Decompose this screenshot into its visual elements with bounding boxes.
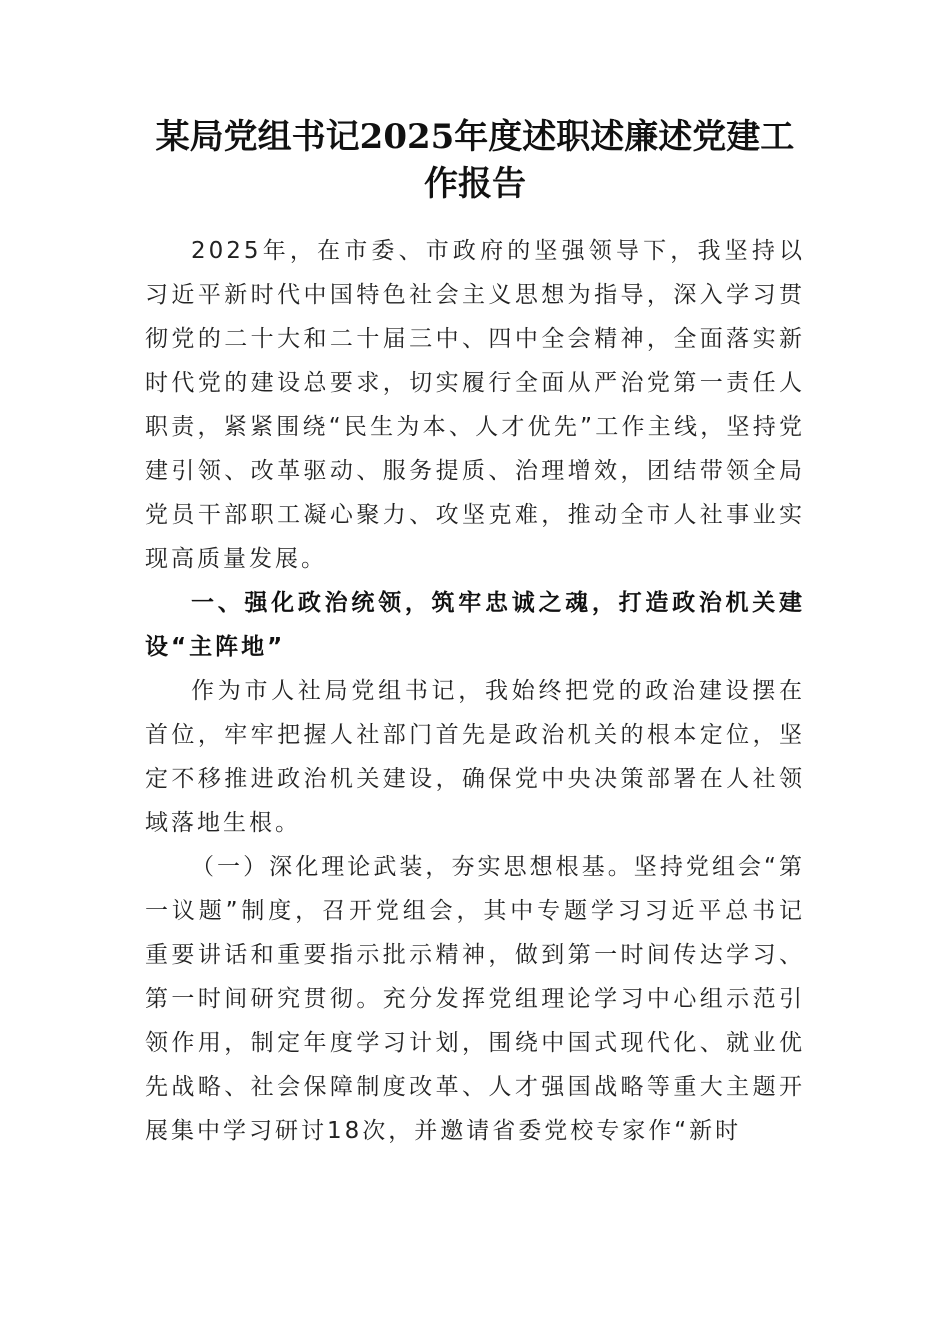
intro-paragraph: 2025年，在市委、市政府的坚强领导下，我坚持以习近平新时代中国特色社会主义思想为指导，深入学习贯彻党的二十大和二十届三中、四中全会精神，全面落实新时代党的建设总要求，切实履行全面从严治党第一责任人职责，紧紧围绕“民生为本、人才优先”工作主线，坚持党建引领、改革驱动、服务提质、治理增效，团结带领全局党员干部职工凝心聚力、攻坚克难，推动全市人社事业实现高质量发展。 [145, 238, 805, 572]
document-title: 某局党组书记2025年度述职述廉述党建工作报告 [155, 117, 795, 204]
subsection-paragraph: （一）深化理论武装，夯实思想根基。坚持党组会“第一议题”制度，召开党组会，其中专题学习习近平总书记重要讲话和重要指示批示精神，做到第一时间传达学习、第一时间研究贯彻。充分发挥党组理论学习中心组示范引领作用，制定年度学习计划，围绕中国式现代化、就业优先战略、社会保障制度改革、人才强国战略等重大主题开展集中学习研讨18次，并邀请省委党校专家作“新时 [145, 854, 805, 1144]
section-heading: 一、强化政治统领，筑牢忠诚之魂，打造政治机关建设“主阵地” [145, 590, 805, 660]
document-body [145, 229, 805, 1153]
section-paragraph: 作为市人社局党组书记，我始终把党的政治建设摆在首位，牢牢把握人社部门首先是政治机关的根本定位，坚定不移推进政治机关建设，确保党中央决策部署在人社领域落地生根。 [145, 678, 805, 836]
